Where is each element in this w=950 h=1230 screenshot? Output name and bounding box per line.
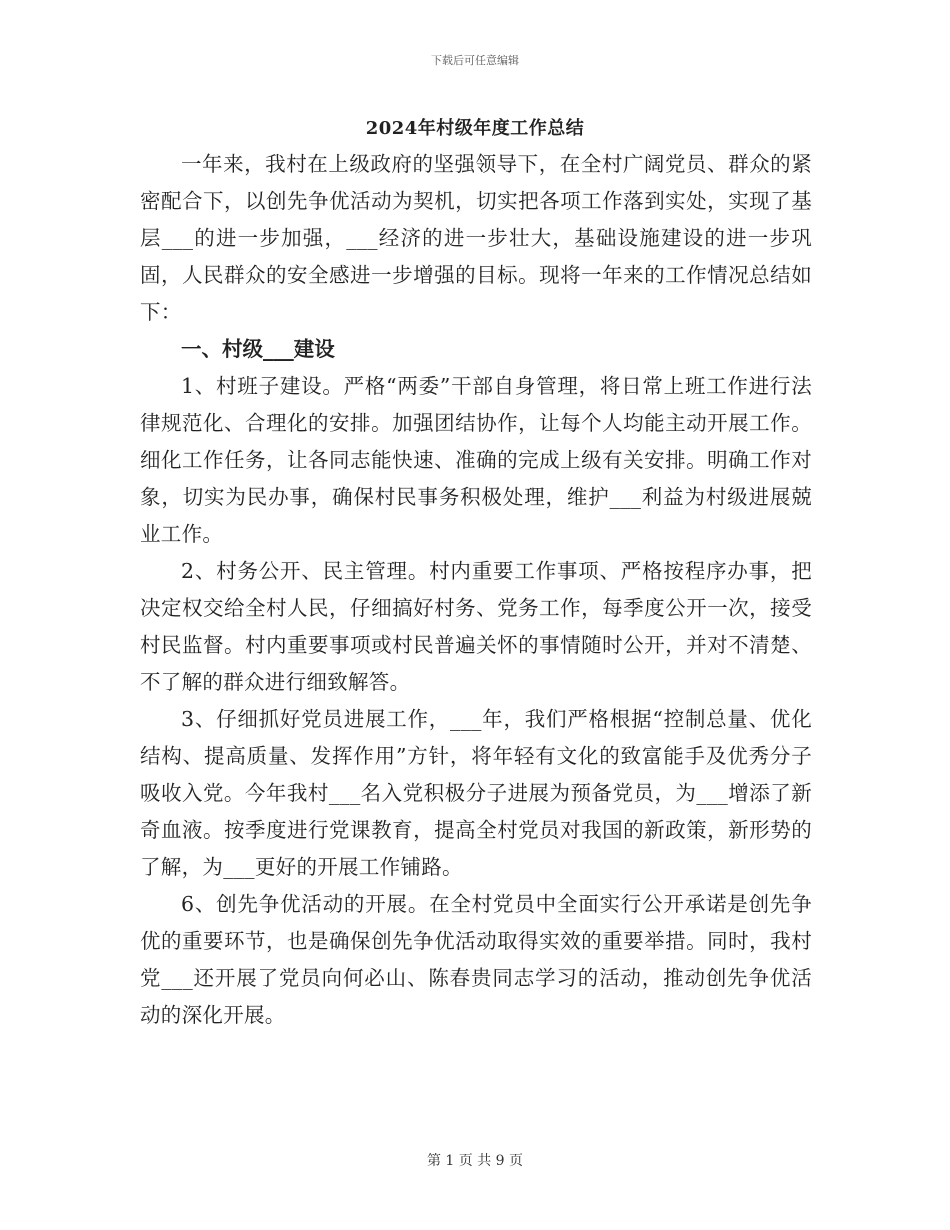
paragraph-4: 6、创先争优活动的开展。在全村党员中全面实行公开承诺是创先争优的重要环节，也是确保创先争优活动取得实效的重要举措。同时，我村党___还开展了党员向何必山、陈春贵同志学习的活动，推动创先争优活动的深化开展。: [140, 892, 812, 1027]
paragraph-2: 2、村务公开、民主管理。村内重要工作事项、严格按程序办事，把决定权交给全村人民，仔细搞好村务、党务工作，每季度公开一次，接受村民监督。村内重要事项或村民普遍关怀的事情随时公开，并对不清楚、不了解的群众进行细致解答。: [140, 559, 812, 694]
page-header-note: 下载后可任意编辑: [431, 54, 519, 67]
intro-paragraph: 一年来，我村在上级政府的坚强领导下，在全村广阔党员、群众的紧密配合下，以创先争优活动为契机，切实把各项工作落到实处，实现了基层___的进一步加强，___经济的进一步壮大，基础设施建设的进一步巩固，人民群众的安全感进一步增强的目标。现将一年来的工作情况总结如下：: [140, 152, 812, 324]
paragraph-3: 3、仔细抓好党员进展工作，___年，我们严格根据“控制总量、优化结构、提高质量、发挥作用”方针，将年轻有文化的致富能手及优秀分子吸收入党。今年我村___名入党积极分子进展为预备党员，为___增添了新奇血液。按季度进行党课教育，提高全村党员对我国的新政策，新形势的了解，为___更好的开展工作铺路。: [140, 707, 812, 879]
section-heading: 一、村级___建设: [181, 337, 335, 361]
page-number: 第 1 页 共 9 页: [426, 1153, 524, 1169]
paragraph-1: 1、村班子建设。严格“两委”干部自身管理，将日常上班工作进行法律规范化、合理化的安排。加强团结协作，让每个人均能主动开展工作。细化工作任务，让各同志能快速、准确的完成上级有关安排。明确工作对象，切实为民办事，确保村民事务积极处理，维护___利益为村级进展兢业工作。: [140, 374, 812, 546]
document-title: 2024年村级年度工作总结: [365, 118, 585, 139]
document-body: [140, 146, 812, 1034]
